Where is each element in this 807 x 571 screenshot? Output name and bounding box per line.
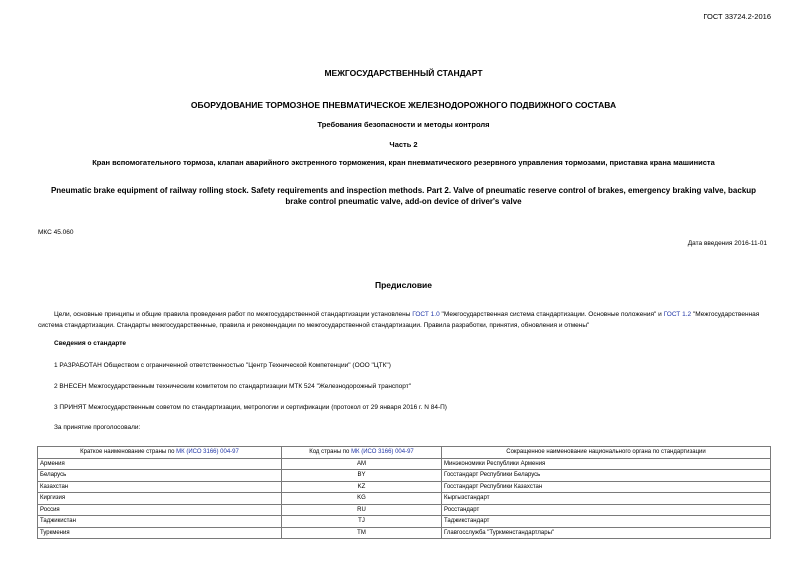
mks-code: МКС 45.060	[38, 229, 74, 236]
document-code: ГОСТ 33724.2-2016	[703, 12, 771, 21]
body-cell: Госстандарт Республики Казахстан	[442, 481, 771, 493]
effective-date: Дата введения 2016-11-01	[687, 240, 767, 247]
english-title: Pneumatic brake equipment of railway rolling stock. Safety requirements and inspection methods. Part 2. Valve of pneumatic reserve control of brakes, emergency braking valve, backup brake control pneumatic valve, add-on device of driver's valve	[50, 186, 757, 206]
mk-iso-link[interactable]: МК (ИСО 3166) 004-97	[176, 449, 239, 456]
code-cell: TJ	[282, 516, 442, 528]
standard-type-heading: МЕЖГОСУДАРСТВЕННЫЙ СТАНДАРТ	[324, 68, 483, 78]
info-item-submitted: 2 ВНЕСЕН Межгосударственным техническим комитетом по стандартизации МТК 524 "Железнодорожный транспорт"	[54, 383, 412, 390]
table-row	[38, 493, 771, 505]
country-cell: Киргизия	[38, 493, 282, 505]
country-cell: Беларусь	[38, 470, 282, 482]
part-number: Часть 2	[389, 140, 418, 149]
body-cell: Главгосслужба "Туркменстандартлары"	[442, 527, 771, 539]
info-heading: Сведения о стандарте	[54, 340, 127, 347]
part-title: Кран вспомогательного тормоза, клапан аварийного экстренного торможения, кран пневматического резервного управления тормозами, приставка крана машиниста	[92, 158, 715, 167]
country-cell: Таджикистан	[38, 516, 282, 528]
country-cell: Туркмения	[38, 527, 282, 539]
table-row	[38, 516, 771, 528]
country-cell: Казахстан	[38, 481, 282, 493]
voting-countries-table	[37, 446, 771, 539]
code-cell: BY	[282, 470, 442, 482]
document-subtitle: Требования безопасности и методы контроля	[317, 120, 490, 129]
gost-1-0-link[interactable]: ГОСТ 1.0	[412, 311, 440, 318]
body-cell: Таджикстандарт	[442, 516, 771, 528]
code-cell: TM	[282, 527, 442, 539]
header-text: Код страны по	[309, 449, 352, 456]
document-main-title: ОБОРУДОВАНИЕ ТОРМОЗНОЕ ПНЕВМАТИЧЕСКОЕ ЖЕЛЕЗНОДОРОЖНОГО ПОДВИЖНОГО СОСТАВА	[190, 100, 617, 110]
country-cell: Россия	[38, 504, 282, 516]
country-code-header	[282, 447, 442, 459]
body-cell: Росстандарт	[442, 504, 771, 516]
info-item-developed: 1 РАЗРАБОТАН Обществом с ограниченной ответственностью "Центр Технической Компетенции" (ООО "ЦТК")	[54, 362, 391, 369]
table-header-row	[38, 447, 771, 459]
country-name-header	[38, 447, 282, 459]
preface-text-3: "Межгосударственная система стандартизации. Стандарты межгосударственные, правила и рекомендации по межгосударственной стандартизации. Правила разработки, принятия, обновления и отмены"	[38, 311, 760, 329]
body-cell: Кыргызстандарт	[442, 493, 771, 505]
preface-paragraph	[38, 309, 770, 331]
standards-body-header: Сокращенное наименование национального органа по стандартизации	[442, 447, 771, 459]
code-cell: KG	[282, 493, 442, 505]
body-cell: Минэкономики Республики Армения	[442, 458, 771, 470]
body-cell: Госстандарт Республики Беларусь	[442, 470, 771, 482]
mk-iso-link[interactable]: МК (ИСО 3166) 004-97	[351, 449, 414, 456]
header-text: Краткое наименование страны по	[80, 449, 177, 456]
code-cell: AM	[282, 458, 442, 470]
voted-label: За принятие проголосовали:	[54, 424, 141, 431]
info-item-adopted: 3 ПРИНЯТ Межгосударственным советом по стандартизации, метрологии и сертификации (протокол от 29 января 2016 г. N 84-П)	[54, 404, 447, 411]
code-cell: RU	[282, 504, 442, 516]
code-cell: KZ	[282, 481, 442, 493]
preface-text-1: Цели, основные принципы и общие правила проведения работ по межгосударственной стандартизации установлены	[54, 311, 413, 318]
table-row	[38, 527, 771, 539]
table-row	[38, 470, 771, 482]
table-row	[38, 504, 771, 516]
table-row	[38, 481, 771, 493]
preface-text-2: "Межгосударственная система стандартизации. Основные положения" и	[439, 311, 664, 318]
table-row	[38, 458, 771, 470]
country-cell: Армения	[38, 458, 282, 470]
gost-1-2-link[interactable]: ГОСТ 1.2	[663, 311, 692, 318]
preface-heading: Предисловие	[374, 280, 433, 290]
